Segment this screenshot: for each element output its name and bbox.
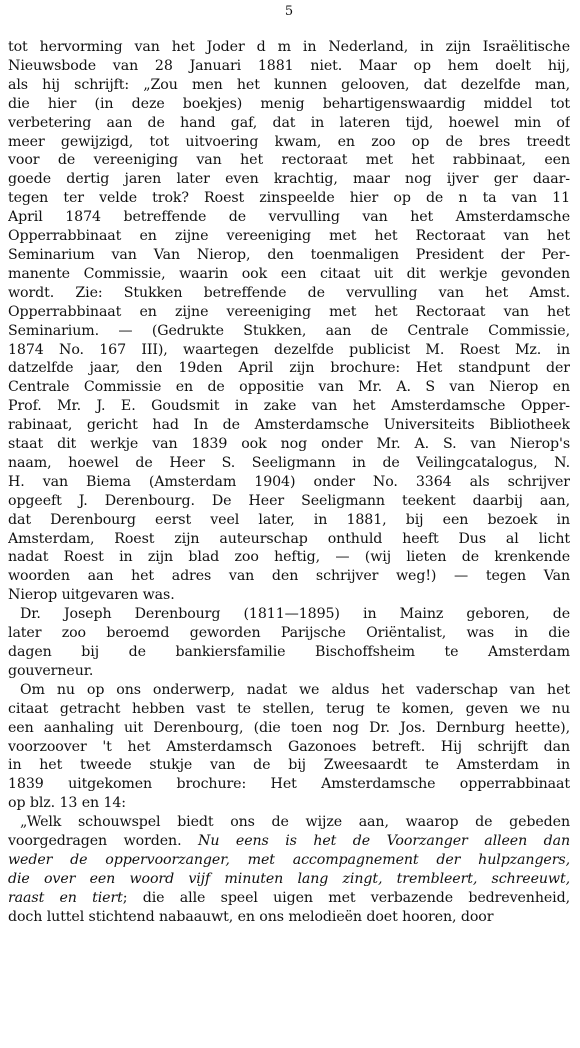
text-line: [8, 322, 570, 341]
text-run: naam, hoewel de Heer S. Seeligmann in de Veilingcatalogus, N.: [8, 454, 570, 471]
text-run: Prof. Mr. J. E. Goudsmit in zake van het Amsterdamsche Opper-: [8, 398, 570, 415]
text-line: [8, 246, 570, 265]
text-run: datzelfde jaar, den 19den April zijn brochure: Het standpunt der: [8, 360, 570, 377]
text-run: 1874 No. 167 III), waartegen dezelfde publicist M. Roest Mz. in: [8, 341, 570, 358]
text-line: [8, 889, 570, 908]
text-run: Nierop uitgevaren was.: [8, 587, 175, 604]
body-text: [8, 38, 570, 927]
text-run: in het tweede stukje van de bij Zweesaardt te Amsterdam in: [8, 757, 570, 774]
text-run: die hier (in deze boekjes) menig behartigenswaardig middel tot: [8, 95, 570, 112]
text-run: Om nu op ons onderwerp, nadat we aldus het vaderschap van het: [20, 681, 570, 698]
text-run: Seminarium. — (Gedrukte Stukken, aan de Centrale Commissie,: [8, 322, 570, 339]
text-run: op blz. 13 en 14:: [8, 795, 126, 812]
text-line: [8, 851, 570, 870]
text-line: [8, 794, 570, 813]
italic-text: raast en tiert: [8, 889, 123, 906]
text-line: [8, 208, 570, 227]
text-run: April 1874 betreffende de vervulling van het Amsterdamsche: [8, 209, 570, 226]
italic-text: die over een woord vijf minuten lang zingt, trembleert, schreeuwt,: [8, 870, 570, 887]
text-line: [8, 378, 570, 397]
text-line: [8, 397, 570, 416]
text-line: [8, 832, 570, 851]
text-run: woorden aan het adres van den schrijver weg!) — tegen Van: [8, 568, 570, 585]
text-line: [8, 662, 570, 681]
italic-text: weder de oppervoorzanger, met accompagnement der hulpzangers,: [8, 851, 570, 868]
text-line: [8, 775, 570, 794]
text-line: [8, 341, 570, 360]
text-line: [8, 189, 570, 208]
text-line: [8, 530, 570, 549]
text-run: Nieuwsbode van 28 Januari 1881 niet. Maar op hem doelt hij,: [8, 57, 570, 74]
text-line: [8, 227, 570, 246]
text-run: dagen bij de bankiersfamilie Bischoffsheim te Amsterdam: [8, 644, 570, 660]
text-run: meer gewijzigd, tot uitvoering kwam, en zoo op de bres treedt: [8, 133, 570, 150]
text-run: Opperrabbinaat en zijne vereeniging met het Rectoraat van het: [8, 228, 570, 245]
text-line: [8, 738, 570, 757]
text-run: als hij schrijft: „Zou men het kunnen gelooven, dat dezelfde man,: [8, 76, 570, 93]
text-run: voor de vereeniging van het rectoraat met het rabbinaat, een: [8, 152, 570, 169]
text-line: [8, 567, 570, 586]
text-line: [8, 416, 570, 435]
text-run: gouverneur.: [8, 662, 94, 679]
paragraph: [8, 681, 570, 813]
text-line: [8, 511, 570, 530]
text-run: voorzoover 't het Amsterdamsch Gazonoes betreft. Hij schrijft dan: [8, 738, 570, 755]
text-run: goede dertig jaren later even krachtig, maar nog ijver ger daar-: [8, 171, 570, 188]
text-line: [8, 170, 570, 189]
text-line: [8, 359, 570, 378]
text-run: tot hervorming van het Joder d m in Nederland, in zijn Israëlitische: [8, 39, 570, 55]
text-run: later zoo beroemd geworden Parijsche Oriëntalist, was in die: [8, 625, 570, 642]
text-line: [8, 38, 570, 57]
text-line: [8, 473, 570, 492]
text-line: [8, 908, 570, 927]
text-run: dat Derenbourg eerst veel later, in 1881, bij een bezoek in: [8, 511, 570, 528]
text-line: [8, 719, 570, 738]
text-run: citaat getracht hebben vast te stellen, terug te komen, geven we nu: [8, 700, 570, 717]
text-line: [8, 870, 570, 889]
text-run: wordt. Zie: Stukken betreffende de vervulling van het Amst.: [8, 284, 570, 301]
paragraph: [8, 605, 570, 681]
text-run: verbetering aan de hand gaf, dat in lateren tijd, hoewel min of: [8, 114, 570, 131]
text-line: [8, 57, 570, 76]
paragraph: [8, 38, 570, 605]
text-line: [8, 76, 570, 95]
text-run: Seminarium van Van Nierop, den toenmaligen President der Per-: [8, 246, 570, 263]
text-run: Opperrabbinaat en zijne vereeniging met het Rectoraat van het: [8, 303, 570, 320]
text-run: tegen ter velde trok? Roest zinspeelde hier op de n ta van 11: [8, 190, 570, 207]
text-run: Amsterdam, Roest zijn auteurschap onthuld heeft Dus al licht: [8, 530, 570, 547]
text-run: Dr. Joseph Derenbourg (1811—1895) in Mainz geboren, de: [20, 606, 570, 623]
page-number: 5: [284, 4, 294, 19]
text-line: [8, 605, 570, 624]
text-line: [8, 133, 570, 152]
text-run: voorgedragen worden.: [8, 833, 199, 850]
text-run: een aanhaling uit Derenbourg, (die toen nog Dr. Jos. Dernburg heette),: [8, 719, 570, 736]
italic-text: Nu eens is het de Voorzanger alleen dan: [198, 833, 570, 850]
text-run: rabinaat, gericht had In de Amsterdamsche Universiteits Bibliotheek: [8, 417, 570, 434]
text-line: [8, 492, 570, 511]
text-run: ; die alle speel uigen met verbazende bedrevenheid,: [122, 889, 570, 906]
text-line: [8, 624, 570, 643]
text-line: [8, 700, 570, 719]
text-run: nadat Roest in zijn blad zoo heftig, — (wij lieten de krenkende: [8, 549, 570, 566]
text-line: [8, 548, 570, 567]
text-run: Centrale Commissie en de oppositie van Mr. A. S van Nierop en: [8, 379, 570, 396]
text-line: [8, 95, 570, 114]
text-line: [8, 681, 570, 700]
text-line: [8, 303, 570, 322]
text-line: [8, 151, 570, 170]
text-run: opgeeft J. Derenbourg. De Heer Seeligmann teekent daarbij aan,: [8, 492, 570, 509]
text-run: 1839 uitgekomen brochure: Het Amsterdamsche opperrabbinaat: [8, 776, 570, 793]
text-line: [8, 435, 570, 454]
text-run: „Welk schouwspel biedt ons de wijze aan, waarop de gebeden: [20, 814, 570, 831]
text-line: [8, 813, 570, 832]
text-run: H. van Biema (Amsterdam 1904) onder No. 3364 als schrijver: [8, 473, 570, 490]
text-line: [8, 265, 570, 284]
text-line: [8, 586, 570, 605]
paragraph: [8, 813, 570, 926]
text-line: [8, 284, 570, 303]
text-run: staat dit werkje van 1839 ook nog onder Mr. A. S. van Nierop's: [8, 436, 570, 453]
text-line: [8, 756, 570, 775]
text-run: manente Commissie, waarin ook een citaat uit dit werkje gevonden: [8, 265, 570, 282]
text-line: [8, 643, 570, 662]
text-line: [8, 454, 570, 473]
text-run: doch luttel stichtend nabaauwt, en ons melodieën doet hooren, door: [8, 908, 494, 925]
text-line: [8, 114, 570, 133]
